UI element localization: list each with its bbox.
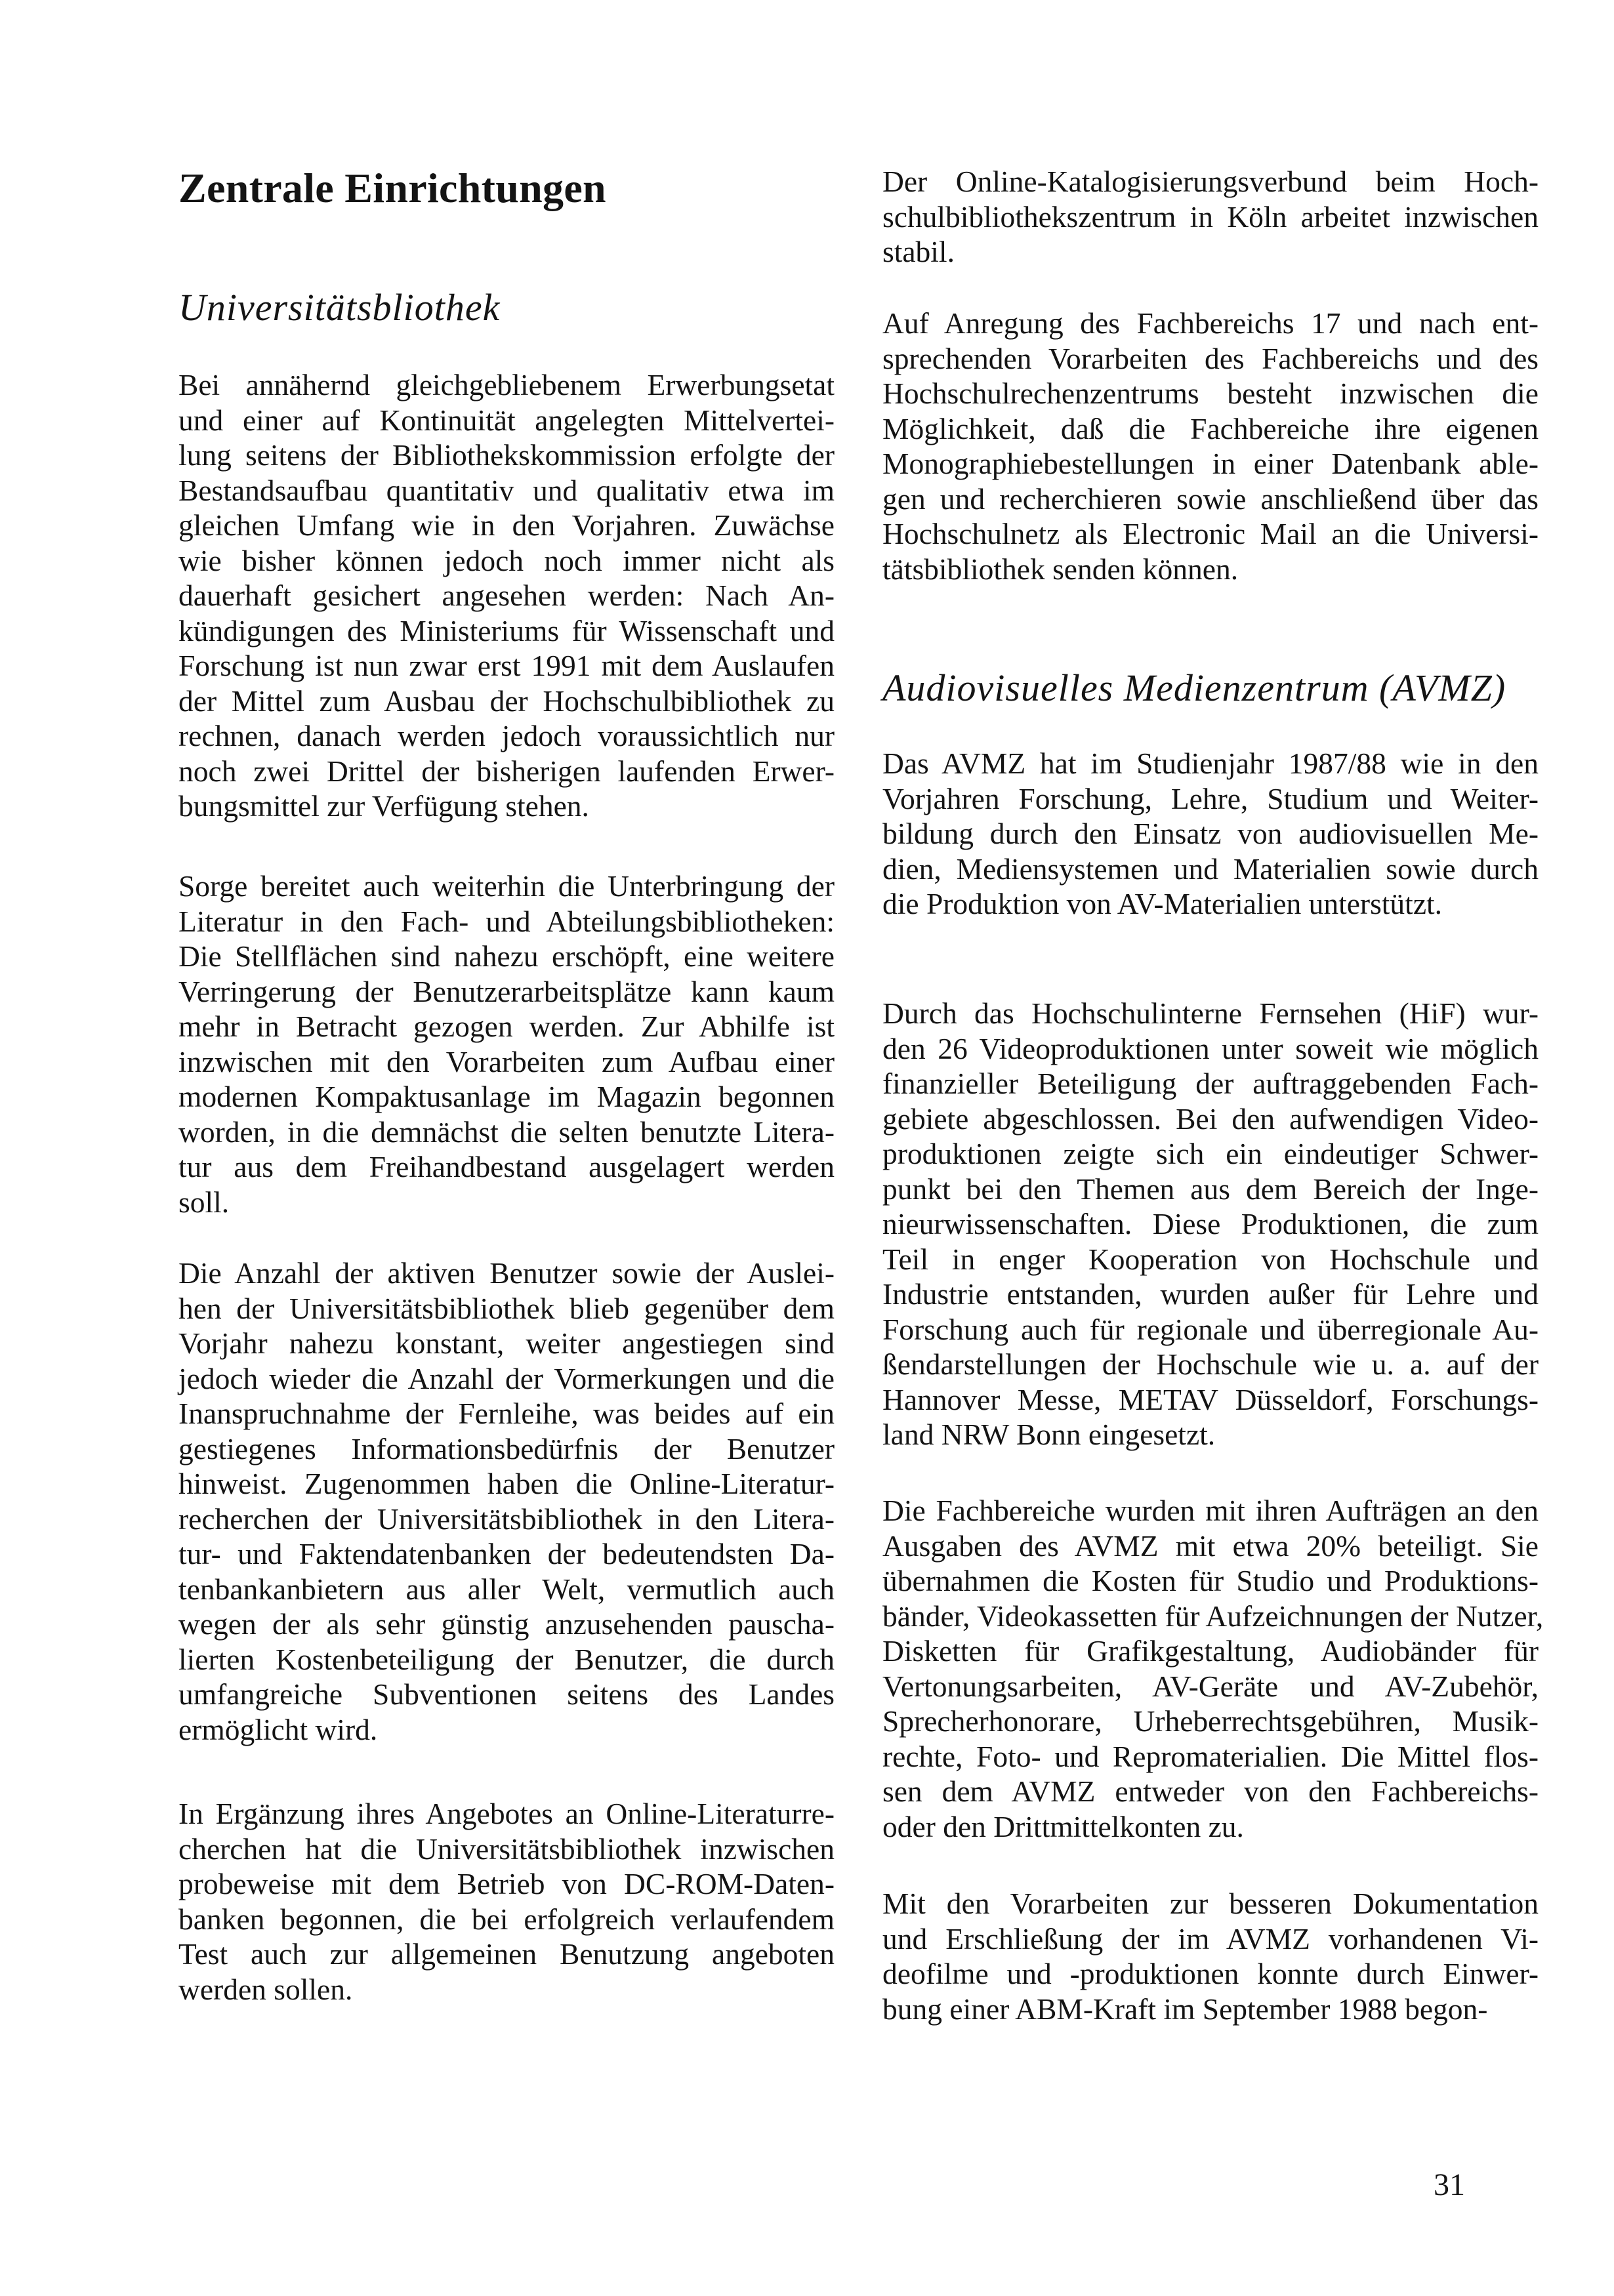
text-line: inzwischen mit den Vorarbeiten zum Aufbau einer — [178, 1044, 835, 1078]
paragraph — [178, 1796, 835, 2007]
text-line: produktionen zeigte sich ein eindeutiger Schwer- — [882, 1137, 1539, 1170]
page-heading: Zentrale Einrichtungen — [178, 165, 606, 211]
text-line: Bei annähernd gleichgebliebenem Erwerbungsetat — [178, 368, 835, 401]
text-line: umfangreiche Subventionen seitens des Landes — [178, 1677, 835, 1711]
text-line: stabil. — [882, 235, 955, 268]
text-line: bänder, Videokassetten für Aufzeichnungen der Nutzer, — [882, 1599, 1544, 1633]
text-line: worden, in die demnächst die selten benutzte Litera- — [178, 1115, 835, 1149]
text-line: modernen Kompaktusanlage im Magazin begonnen — [178, 1080, 835, 1113]
text-line: Der Online-Katalogisierungsverbund beim Hoch- — [882, 165, 1539, 198]
text-line: dien, Mediensystemen und Materialien sowie durch — [882, 851, 1539, 886]
text-line: Verringerung der Benutzerarbeitsplätze kann kaum — [178, 974, 835, 1008]
text-line: recherchen der Universitätsbibliothek in den Litera- — [178, 1502, 835, 1536]
paragraph — [882, 1493, 1544, 1844]
text-line: cherchen hat die Universitätsbibliothek inzwischen — [178, 1832, 835, 1866]
text-line: Auf Anregung des Fachbereichs 17 und nach ent- — [882, 306, 1539, 340]
text-line: rechnen, danach werden jedoch voraussichtlich nur — [178, 719, 835, 752]
paragraph — [882, 1886, 1539, 2026]
text-line: ßendarstellungen der Hochschule wie u. a. auf der — [882, 1347, 1539, 1381]
text-line: Literatur in den Fach- und Abteilungsbibliotheken: — [178, 904, 835, 938]
text-line: bung einer ABM-Kraft im September 1988 begon- — [882, 1992, 1488, 2026]
text-line: übernahmen die Kosten für Studio und Produktions- — [882, 1564, 1539, 1597]
text-line: Vorjahr nahezu konstant, weiter angestiegen sind — [178, 1326, 835, 1360]
text-line: schulbibliothekszentrum in Köln arbeitet inzwischen — [882, 199, 1539, 234]
text-line: Vorjahren Forschung, Lehre, Studium und Weiter- — [882, 781, 1539, 815]
text-line: noch zwei Drittel der bisherigen laufenden Erwer- — [178, 754, 835, 788]
text-line: lierten Kostenbeteiligung der Benutzer, die durch — [178, 1642, 835, 1676]
text-line: Teil in enger Kooperation von Hochschule und — [882, 1242, 1539, 1276]
text-line: probeweise mit dem Betrieb von DC-ROM-Daten- — [178, 1867, 835, 1900]
text-line: deofilme und -produktionen konnte durch Einwer- — [882, 1957, 1539, 1990]
text-line: Ausgaben des AVMZ mit etwa 20% beteiligt. Sie — [882, 1528, 1539, 1563]
text-line: oder den Drittmittelkonten zu. — [882, 1809, 1244, 1843]
text-line: In Ergänzung ihres Angebotes an Online-Literaturre- — [178, 1797, 835, 1830]
paragraph — [178, 1256, 835, 1747]
page-number: 31 — [1434, 2167, 1465, 2202]
text-line: werden sollen. — [178, 1972, 353, 2006]
section-title-avmz: Audiovisuelles Medienzentrum (AVMZ) — [882, 666, 1506, 709]
text-line: soll. — [178, 1185, 230, 1219]
text-line: Bestandsaufbau quantitativ und qualitativ etwa im — [178, 473, 835, 507]
text-line: Die Anzahl der aktiven Benutzer sowie der Auslei- — [178, 1256, 835, 1290]
text-line: Sprecherhonorare, Urheberrechtsgebühren, Musik- — [882, 1704, 1539, 1738]
text-line: wegen der als sehr günstig anzusehenden pauscha- — [178, 1607, 835, 1641]
text-line: dauerhaft gesichert angesehen werden: Nach An- — [178, 579, 835, 612]
paragraph — [882, 164, 1539, 270]
text-line: Inanspruchnahme der Fernleihe, was beides auf ein — [178, 1397, 835, 1430]
text-line: punkt bei den Themen aus dem Bereich der Inge- — [882, 1172, 1539, 1206]
paragraph — [882, 746, 1539, 922]
text-line: wie bisher können jedoch noch immer nicht als — [178, 543, 835, 577]
text-line: Test auch zur allgemeinen Benutzung angeboten — [178, 1937, 835, 1971]
text-line: Sorge bereitet auch weiterhin die Unterbringung der — [178, 869, 835, 903]
text-line: rechte, Foto- und Repromaterialien. Die Mittel flos- — [882, 1739, 1539, 1773]
text-line: der Mittel zum Ausbau der Hochschulbibliothek zu — [178, 684, 835, 718]
text-line: bildung durch den Einsatz von audiovisuellen Me- — [882, 817, 1539, 850]
text-line: mehr in Betracht gezogen werden. Zur Abhilfe ist — [178, 1010, 835, 1043]
text-line: gebiete abgeschlossen. Bei den aufwendigen Video- — [882, 1101, 1539, 1136]
text-line: tenbankanbietern aus aller Welt, vermutlich auch — [178, 1572, 835, 1606]
text-line: den 26 Videoproduktionen unter soweit wie möglich — [882, 1031, 1539, 1065]
text-line: und Erschließung der im AVMZ vorhandenen Vi- — [882, 1921, 1539, 1956]
text-line: Möglichkeit, daß die Fachbereiche ihre eigenen — [882, 411, 1539, 445]
text-line: Forschung ist nun zwar erst 1991 mit dem Auslaufen — [178, 649, 835, 682]
text-line: Monographiebestellungen in einer Datenbank able- — [882, 447, 1539, 480]
text-line: Durch das Hochschulinterne Fernsehen (HiF) wur- — [882, 996, 1539, 1030]
paragraph — [178, 869, 835, 1220]
text-line: sen dem AVMZ entweder von den Fachbereichs- — [882, 1774, 1539, 1808]
paragraph — [178, 367, 835, 824]
text-line: Disketten für Grafikgestaltung, Audiobänder für — [882, 1634, 1539, 1668]
text-line: Die Fachbereiche wurden mit ihren Aufträgen an den — [882, 1494, 1539, 1527]
text-line: tur aus dem Freihandbestand ausgelagert werden — [178, 1150, 835, 1183]
text-line: gestiegenes Informationsbedürfnis der Benutzer — [178, 1431, 835, 1466]
text-line: banken begonnen, die bei erfolgreich verlaufendem — [178, 1902, 835, 1936]
paragraph — [882, 996, 1539, 1452]
text-line: Die Stellflächen sind nahezu erschöpft, eine weitere — [178, 939, 835, 973]
text-line: tätsbibliothek senden können. — [882, 552, 1239, 586]
text-line: hinweist. Zugenommen haben die Online-Literatur- — [178, 1467, 835, 1500]
text-line: gen und recherchieren sowie anschließend über das — [882, 482, 1539, 516]
text-line: Hochschulnetz als Electronic Mail an die Universi- — [882, 517, 1539, 550]
text-line: lung seitens der Bibliothekskommission erfolgte der — [178, 438, 835, 472]
text-line: kündigungen des Ministeriums für Wissenschaft und — [178, 613, 835, 647]
text-line: finanzieller Beteiligung der auftraggebenden Fach- — [882, 1067, 1539, 1100]
text-line: jedoch wieder die Anzahl der Vormerkungen und die — [178, 1361, 835, 1395]
section-title-universitaetsbibliothek: Universitätsbliothek — [178, 286, 501, 329]
text-line: tur- und Faktendatenbanken der bedeutendsten Da- — [178, 1537, 835, 1570]
text-line: Das AVMZ hat im Studienjahr 1987/88 wie in den — [882, 747, 1539, 780]
text-line: Industrie entstanden, wurden außer für Lehre und — [882, 1277, 1539, 1311]
text-line: Vertonungsarbeiten, AV-Geräte und AV-Zubehör, — [882, 1669, 1539, 1703]
text-line: gleichen Umfang wie in den Vorjahren. Zuwächse — [178, 508, 835, 542]
text-line: hen der Universitätsbibliothek blieb gegenüber dem — [178, 1291, 835, 1325]
text-line: Mit den Vorarbeiten zur besseren Dokumentation — [882, 1887, 1539, 1920]
text-line: die Produktion von AV-Materialien unterstützt. — [882, 887, 1443, 920]
text-line: sprechenden Vorarbeiten des Fachbereichs und des — [882, 341, 1539, 375]
text-line: Hannover Messe, METAV Düsseldorf, Forschungs- — [882, 1382, 1539, 1416]
text-line: land NRW Bonn eingesetzt. — [882, 1418, 1216, 1451]
text-line: und einer auf Kontinuität angelegten Mittelvertei- — [178, 403, 835, 437]
paragraph — [882, 306, 1539, 586]
text-line: ermöglicht wird. — [178, 1712, 378, 1746]
text-line: nieurwissenschaften. Diese Produktionen, die zum — [882, 1207, 1539, 1240]
text-line: bungsmittel zur Verfügung stehen. — [178, 789, 589, 823]
text-line: Hochschulrechenzentrums besteht inzwischen die — [882, 377, 1539, 410]
text-line: Forschung auch für regionale und überregionale Au- — [882, 1312, 1539, 1346]
